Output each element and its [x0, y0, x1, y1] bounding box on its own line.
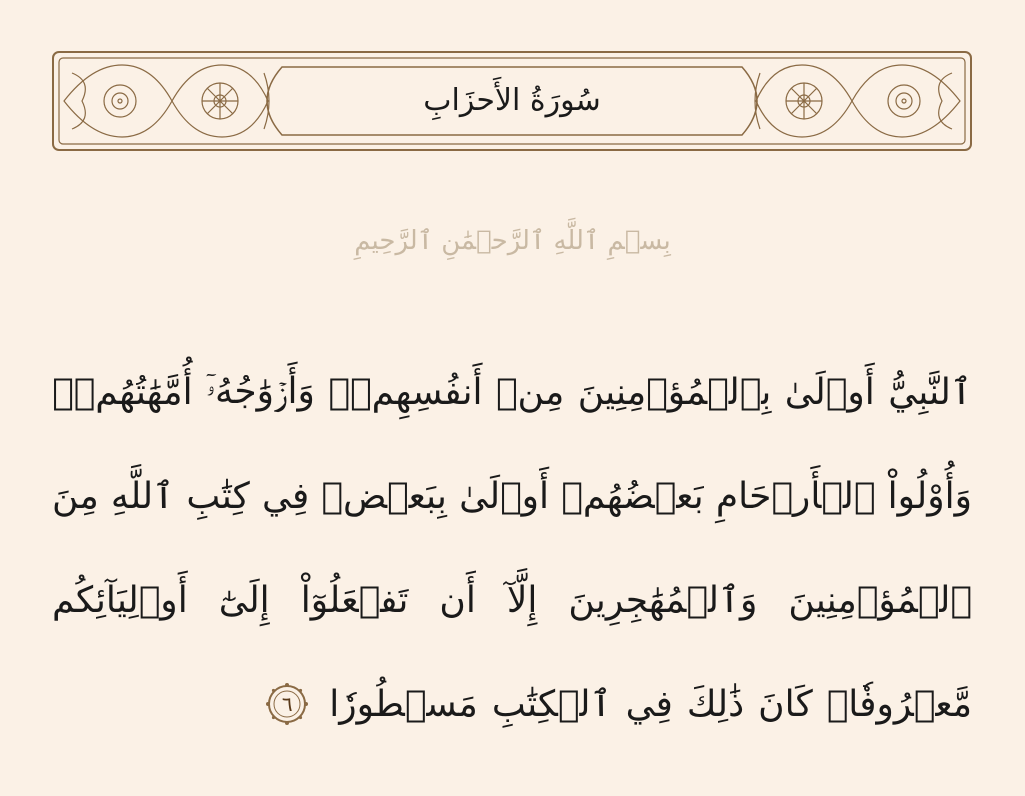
- word: إِلَىٰٓ: [218, 579, 270, 621]
- verse-line-2: [52, 444, 972, 548]
- word: بِٱلۡمُؤۡمِنِينَ: [577, 371, 772, 413]
- word: أَن: [439, 579, 476, 621]
- word: كَانَ: [758, 683, 813, 725]
- word: مِنۡ: [495, 371, 565, 413]
- ayah-number: ٦: [281, 692, 293, 716]
- word: أَوۡلِيَآئِكُم: [52, 579, 188, 621]
- ayah-end-marker: [265, 682, 309, 726]
- word: بِبَعۡضٖ: [321, 475, 447, 517]
- word: ٱلۡأَرۡحَامِ: [715, 475, 876, 517]
- word: أَنفُسِهِمۡۖ: [328, 371, 483, 413]
- word: وَأُوْلُواْ: [887, 475, 972, 517]
- word: فِي: [261, 475, 310, 517]
- verse-line-4: [52, 652, 972, 756]
- verse-text: [52, 340, 972, 756]
- word: ٱلۡكِتَٰبِ: [491, 683, 612, 725]
- word: ٱلنَّبِيُّ: [888, 371, 972, 413]
- verse-line-1: [52, 340, 972, 444]
- word: مِنَ: [52, 475, 99, 517]
- surah-header-frame: [52, 51, 972, 151]
- word: ذَٰلِكَ: [686, 683, 745, 725]
- word: أَوۡلَىٰ: [459, 475, 550, 517]
- surah-title: سُورَةُ الأَحزَابِ: [423, 83, 601, 118]
- word: أُمَّهَٰتُهُمۡۗ: [52, 371, 193, 413]
- word: مَسۡطُورٗا: [329, 683, 478, 725]
- word: إِلَّآ: [506, 579, 538, 621]
- word: كِتَٰبِ: [186, 475, 250, 517]
- basmala: بِسۡمِ ٱللَّهِ ٱلرَّحۡمَٰنِ ٱلرَّحِيمِ: [354, 226, 671, 256]
- word: ٱلۡمُؤۡمِنِينَ: [788, 579, 972, 621]
- verse-line-3: [52, 548, 972, 652]
- word: أَوۡلَىٰ: [784, 371, 875, 413]
- word: وَٱلۡمُهَٰجِرِينَ: [568, 579, 758, 621]
- word: تَفۡعَلُوٓاْ: [300, 579, 409, 621]
- word: ٱللَّهِ: [110, 475, 175, 517]
- word: فِي: [625, 683, 673, 725]
- word: مَّعۡرُوفٗاۚ: [826, 683, 972, 725]
- word: وَأَزۡوَٰجُهُۥٓ: [206, 371, 315, 412]
- word: بَعۡضُهُمۡ: [561, 475, 704, 517]
